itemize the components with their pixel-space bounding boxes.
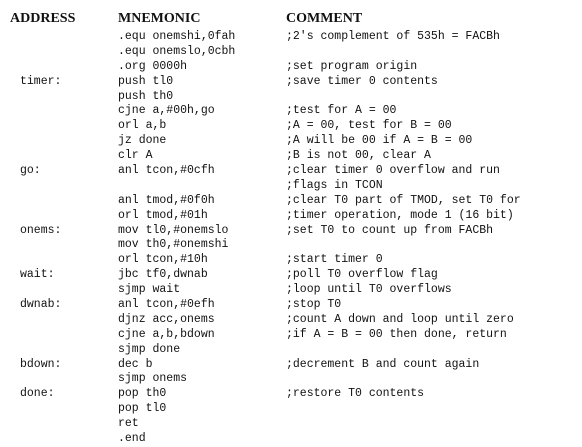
- comment-text: ;if A = B = 00 then done, return: [286, 327, 507, 341]
- code-line: [0, 387, 582, 402]
- comment-text: ;restore T0 contents: [286, 387, 425, 401]
- comment-text: ;count A down and loop until zero: [286, 312, 514, 326]
- mnemonic-column-header: MNEMONIC: [118, 11, 201, 26]
- code-line: [0, 402, 582, 417]
- comment-text: ;set program origin: [286, 59, 418, 73]
- address-label: timer:: [20, 74, 62, 88]
- address-column-header: ADDRESS: [10, 11, 76, 26]
- address-label: onems:: [20, 223, 62, 237]
- comment-text: ;set T0 to count up from FACBh: [286, 223, 494, 237]
- mnemonic-text: ret: [118, 417, 139, 431]
- code-line: [0, 343, 582, 358]
- mnemonic-text: djnz acc,onems: [118, 312, 215, 326]
- mnemonic-text: cjne a,b,bdown: [118, 327, 215, 341]
- mnemonic-text: pop tl0: [118, 402, 167, 416]
- code-line: [0, 224, 582, 239]
- mnemonic-text: push tl0: [118, 74, 174, 88]
- mnemonic-text: sjmp onems: [118, 372, 188, 386]
- code-line: [0, 119, 582, 134]
- mnemonic-text: sjmp done: [118, 342, 181, 356]
- code-line: [0, 372, 582, 387]
- mnemonic-text: mov th0,#onemshi: [118, 238, 229, 252]
- mnemonic-text: anl tmod,#0f0h: [118, 193, 215, 207]
- address-label: done:: [20, 387, 55, 401]
- code-line: [0, 194, 582, 209]
- address-label: bdown:: [20, 357, 62, 371]
- comment-text: ;clear T0 part of TMOD, set T0 for: [286, 193, 521, 207]
- mnemonic-text: .org 0000h: [118, 59, 188, 73]
- code-line: [0, 104, 582, 119]
- code-line: [0, 30, 582, 45]
- mnemonic-text: anl tcon,#0cfh: [118, 164, 215, 178]
- code-line: [0, 60, 582, 75]
- comment-text: ;A will be 00 if A = B = 00: [286, 134, 473, 148]
- code-line: [0, 313, 582, 328]
- mnemonic-text: dec b: [118, 357, 153, 371]
- code-line: [0, 298, 582, 313]
- mnemonic-text: jz done: [118, 134, 167, 148]
- mnemonic-text: cjne a,#00h,go: [118, 104, 215, 118]
- comment-text: ;loop until T0 overflows: [286, 283, 452, 297]
- mnemonic-text: .equ onemslo,0cbh: [118, 44, 236, 58]
- comment-text: ;timer operation, mode 1 (16 bit): [286, 208, 514, 222]
- code-line: [0, 179, 582, 194]
- assembly-listing: [0, 30, 582, 447]
- comment-text: ;save timer 0 contents: [286, 74, 438, 88]
- code-line: [0, 75, 582, 90]
- code-line: [0, 134, 582, 149]
- mnemonic-text: push th0: [118, 89, 174, 103]
- comment-text: ;start timer 0: [286, 253, 383, 267]
- comment-text: ;clear timer 0 overflow and run: [286, 164, 500, 178]
- mnemonic-text: orl tcon,#10h: [118, 253, 208, 267]
- code-line: [0, 328, 582, 343]
- mnemonic-text: .equ onemshi,0fah: [118, 30, 236, 43]
- comment-text: ;test for A = 00: [286, 104, 397, 118]
- mnemonic-text: mov tl0,#onemslo: [118, 223, 229, 237]
- code-line: [0, 432, 582, 447]
- address-label: wait:: [20, 268, 55, 282]
- code-line: [0, 268, 582, 283]
- comment-text: ;flags in TCON: [286, 178, 383, 192]
- comment-text: ;decrement B and count again: [286, 357, 480, 371]
- mnemonic-text: sjmp wait: [118, 283, 181, 297]
- code-line: [0, 45, 582, 60]
- code-line: [0, 90, 582, 105]
- code-line: [0, 253, 582, 268]
- code-line: [0, 358, 582, 373]
- mnemonic-text: pop th0: [118, 387, 167, 401]
- comment-text: ;stop T0: [286, 298, 342, 312]
- address-label: go:: [20, 164, 41, 178]
- code-line: [0, 164, 582, 179]
- mnemonic-text: orl a,b: [118, 119, 167, 133]
- mnemonic-text: anl tcon,#0efh: [118, 298, 215, 312]
- comment-column-header: COMMENT: [286, 11, 363, 26]
- mnemonic-text: orl tmod,#01h: [118, 208, 208, 222]
- code-line: [0, 417, 582, 432]
- mnemonic-text: .end: [118, 432, 146, 446]
- code-line: [0, 238, 582, 253]
- address-label: dwnab:: [20, 298, 62, 312]
- mnemonic-text: clr A: [118, 149, 153, 163]
- code-line: [0, 149, 582, 164]
- comment-text: ;A = 00, test for B = 00: [286, 119, 452, 133]
- comment-text: ;poll T0 overflow flag: [286, 268, 438, 282]
- code-line: [0, 209, 582, 224]
- comment-text: ;B is not 00, clear A: [286, 149, 431, 163]
- comment-text: ;2's complement of 535h = FACBh: [286, 30, 500, 43]
- code-line: [0, 283, 582, 298]
- mnemonic-text: jbc tf0,dwnab: [118, 268, 208, 282]
